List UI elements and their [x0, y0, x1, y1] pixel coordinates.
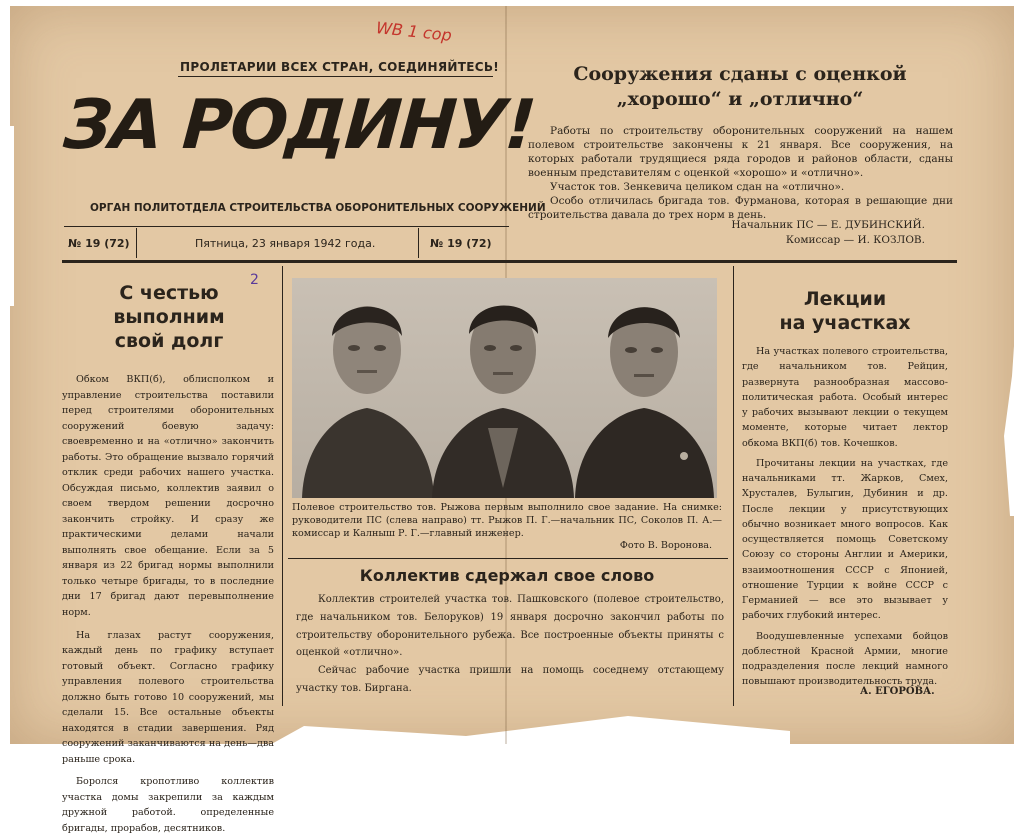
person-right [575, 307, 714, 498]
author-signature: А. ЕГОРОВА. [860, 686, 935, 697]
signature: Начальник ПС — Е. ДУБИНСКИЙ. Комиссар — И. КОЗЛОВ. [731, 219, 925, 247]
photo-caption: Полевое строительство тов. Рыжова первым выполнило свое задание. На снимке: руководители ПС (слева направо) тт. Рыжов П. Г.—начальник ПС, Соколов П. А.—комиссар и Калныш Р. Г.—главный инженер. Фото В. Воронова. [292, 502, 722, 552]
top-headline: Сооружения сданы с оценкой „хорошо“ и „отлично“ [573, 63, 907, 110]
rule [62, 260, 957, 263]
handwritten-mark: 2 [250, 272, 259, 288]
portrait-photo [292, 278, 717, 498]
slogan: ПРОЛЕТАРИИ ВСЕХ СТРАН, СОЕДИНЯЙТЕСЬ! [180, 60, 500, 74]
issue-date: Пятница, 23 января 1942 года. [195, 237, 376, 250]
issue-number: № 19 (72) [68, 237, 130, 250]
rule [136, 228, 137, 258]
middle-headline: Коллектив сдержал свое слово [359, 566, 655, 585]
middle-article-body: Коллектив строителей участка тов. Пашковского (полевое строительство, где начальником тов. Белоруков) 19 января досрочно закончил работы по строительству оборонительного рубежа. Все построенные объекты приняты с оценкой «отлично». Сейчас рабочие участка пришли на помощь соседнему отстающему участку тов. Биргана. [296, 594, 724, 694]
top-article-body: Работы по строительству оборонительных сооружений на нашем полевом строительстве закончены к 21 января. Все сооружения, на которых работали трудящиеся ряда городов и районов области, сданы военным представителям с оценкой «хорошо» и «отлично». Участок тов. Зенкевича целиком сдан на «отлично». Особо отличилась бригада тов. Фурманова, которая в решающие дни строительства давала до трех норм в день. [528, 125, 953, 221]
rule [64, 226, 509, 227]
left-article-body: Обком ВКП(б), облисполком и управление строительства поставили перед строителями оборонительных сооружений боевую задачу: своевременно и на «отлично» закончить работы. Это обращение вызвало горячий отклик среди рабочих нашего участка. Обсуждая письмо, коллектив заявил о своем твердом решении досрочно закончить стройку. И сразу же практическими делами начали выполнять свое обещание. Если за 5 января из 22 бригад нормы выполнили только четыре бригады, то в последние дни 17 бригад дают перевыполнение норм. На глазах растут сооружения, каждый день по графику вступает готовый объект. Согласно графику управления полевого строительства должно быть готово 10 сооружений, мы сделали 15. Все остальные объекты находятся в стадии завершения. Ряд сооружений заканчиваются на день—два раньше срока. Боролся кропотливо коллектив участка домы закрепили за каждым дружной работой. определенные бригады, прорабов, десятников. [62, 374, 274, 834]
rule [418, 228, 419, 258]
rule [282, 266, 283, 706]
left-headline: С честью выполним свой долг [113, 282, 225, 352]
person-left [302, 306, 434, 498]
rule [288, 558, 728, 559]
torn-edge [0, 126, 14, 306]
person-middle [432, 306, 574, 499]
issue-number: № 19 (72) [430, 237, 492, 250]
right-article-body: На участках полевого строительства, где начальником тов. Рейцин, развернута разнообразная массово-политическая работа. Особый интерес у рабочих вызывают лекции о текущем моменте, которые читает лектор обкома ВКП(б) тов. Кочешков. Прочитаны лекции на участках, где начальниками тт. Жарков, Смех, Хрусталев, Булыгин, Дубинин и др. После лекции у присутствующих обычно возникает много вопросов. Как осуществляется помощь Советскому Союзу со стороны Англии и Америки, взаимоотношения СССР с Японией, отношение Турции к войне СССР с Германией — все это вызывает у рабочих глубокий интерес. Воодушевленные успехами бойцов доблестной Красной Армии, многие подразделения после лекций намного повышают производительность труда. [742, 346, 948, 688]
torn-edge [250, 706, 790, 756]
rule [733, 266, 734, 706]
right-headline: Лекции на участках [779, 288, 911, 335]
photo-credit: Фото В. Воронова. [619, 540, 712, 552]
handwritten-mark: WB 1 cop [375, 18, 453, 45]
newspaper-title: ЗА РОДИНУ! [61, 86, 537, 165]
rule [178, 76, 493, 77]
torn-edge [1004, 316, 1024, 516]
organ-line: ОРГАН ПОЛИТОТДЕЛА СТРОИТЕЛЬСТВА ОБОРОНИТЕЛЬНЫХ СООРУЖЕНИЙ [90, 202, 546, 214]
